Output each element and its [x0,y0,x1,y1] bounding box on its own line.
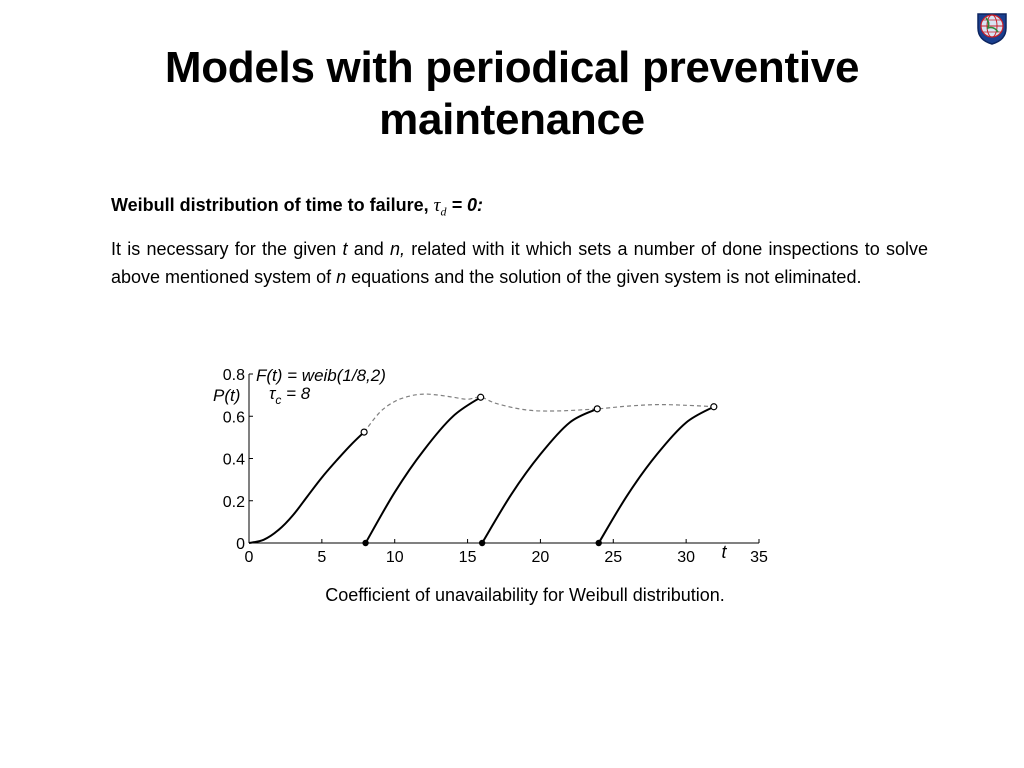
paragraph-text: equations and the solution of the given system is not eliminated. [346,266,862,287]
x-tick-label: 35 [750,549,768,566]
series-line-4 [599,407,714,543]
x-axis-label: t [721,542,727,562]
page-title: Models with periodical preventive maintenance [164,43,860,144]
paragraph-var-n: n [336,266,347,287]
x-tick-label: 10 [385,549,404,566]
x-tick-label: 0 [244,549,254,566]
chart-caption: Coefficient of unavailability for Weibull distribution. [325,585,725,605]
body-paragraph [111,236,928,291]
markers-group [361,394,717,546]
filled-marker [596,540,602,546]
tau-symbol: τ [433,195,441,216]
x-tick-label: 30 [677,549,696,566]
filled-marker [479,540,485,546]
series-line-2 [366,397,481,543]
y-tick-label: 0.2 [222,493,245,511]
tau-annotation-value: = 8 [281,384,311,403]
globe-logo-icon [972,6,1012,46]
tau-annotation [269,384,311,407]
x-tick-label: 15 [458,549,477,566]
section-heading-equals: = 0: [446,195,484,215]
paragraph-text: It is necessary for the given [111,239,343,259]
y-axis-label: P(t) [213,386,241,405]
open-marker [711,404,717,410]
x-tick-label: 5 [317,549,327,566]
envelope-dashed-line [364,394,714,432]
paragraph-var-n: n, [389,239,405,259]
paragraph-text: related with it which sets a number of done inspections to solve above mentioned system of [111,239,928,287]
open-marker [594,406,600,412]
tau-annotation-subscript: c [275,393,282,407]
y-tick-label: 0 [236,536,245,553]
series-line-1 [249,432,364,543]
envelope-group [364,394,714,432]
paragraph-text: and [347,239,390,259]
formula-annotation: F(t) = weib(1/8,2) [256,366,386,385]
open-marker [478,394,484,400]
section-heading [111,193,483,224]
paragraph-var-t: t [342,239,348,259]
filled-marker [362,540,368,546]
y-tick-label: 0.4 [222,451,245,469]
unavailability-chart [205,352,795,582]
x-tick-label: 25 [604,549,623,566]
tau-annotation-symbol: τ [269,384,276,403]
tau-subscript: d [440,204,447,219]
section-heading-lead: Weibull distribution of time to failure, [111,195,434,215]
series-group [249,397,714,543]
chart-axes [249,374,759,543]
y-tick-label: 0.6 [222,409,245,427]
x-tick-label: 20 [531,549,550,566]
y-tick-label: 0.8 [222,367,245,384]
open-marker [361,429,367,435]
series-line-3 [482,409,597,543]
